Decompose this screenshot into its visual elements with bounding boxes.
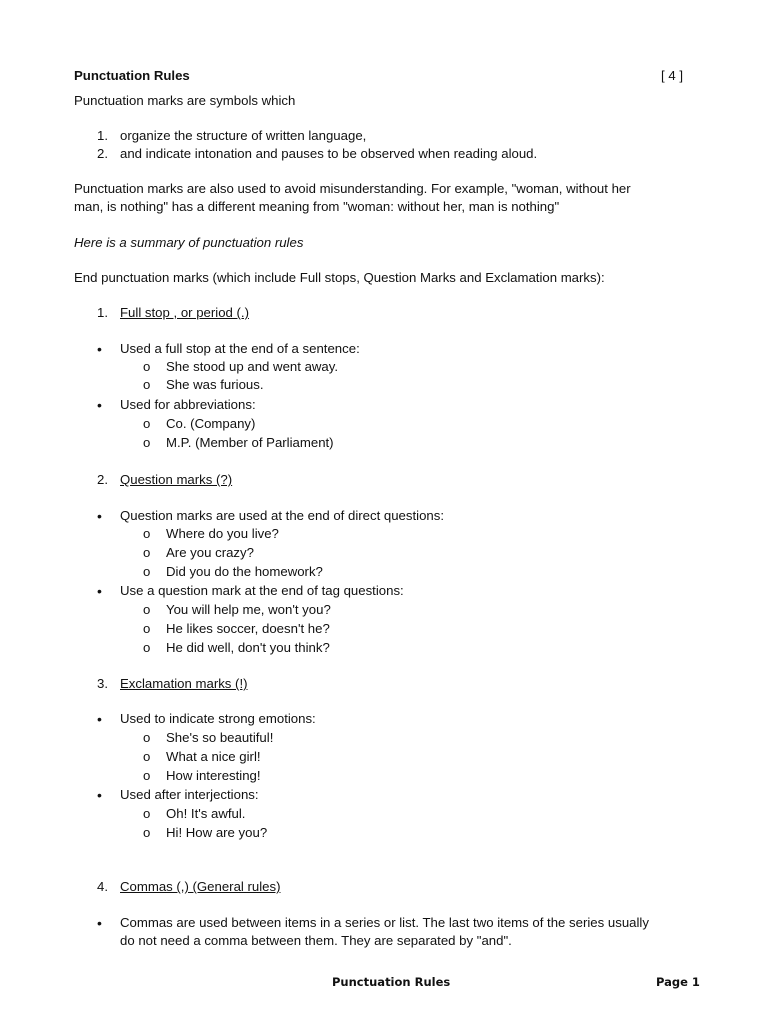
- bullet-icon: •: [97, 915, 102, 931]
- paragraph-line: Punctuation marks are also used to avoid misunderstanding. For example, "woman, without her: [74, 181, 631, 196]
- summary-line: Here is a summary of punctuation rules: [74, 235, 304, 250]
- section-number: 2.: [97, 472, 108, 487]
- bullet-text: Used a full stop at the end of a sentence:: [120, 341, 360, 356]
- list-number: 1.: [97, 128, 108, 143]
- sub-bullet-text: Where do you live?: [166, 526, 279, 541]
- paragraph-line: man, is nothing" has a different meaning from "woman: without her, man is nothing": [74, 199, 560, 214]
- sub-bullet-icon: o: [143, 602, 151, 617]
- page-number: Page 1: [656, 975, 700, 989]
- sub-bullet-icon: o: [143, 640, 151, 655]
- bullet-text: Used to indicate strong emotions:: [120, 711, 316, 726]
- sub-bullet-text: He likes soccer, doesn't he?: [166, 621, 330, 636]
- list-item-text: and indicate intonation and pauses to be observed when reading aloud.: [120, 146, 538, 161]
- section-number: 1.: [97, 305, 108, 320]
- section-number: 4.: [97, 879, 108, 894]
- sub-bullet-text: She stood up and went away.: [166, 359, 339, 374]
- sub-bullet-icon: o: [143, 768, 151, 783]
- bullet-text: Use a question mark at the end of tag questions:: [120, 583, 404, 598]
- section-heading: Exclamation marks (!): [120, 676, 248, 691]
- document-title: Punctuation Rules: [74, 68, 190, 83]
- sub-bullet-text: She was furious.: [166, 377, 264, 392]
- sub-bullet-text: What a nice girl!: [166, 749, 261, 764]
- bullet-icon: •: [97, 711, 102, 727]
- sub-bullet-text: M.P. (Member of Parliament): [166, 435, 334, 450]
- sub-bullet-text: He did well, don't you think?: [166, 640, 330, 655]
- bullet-text: Used after interjections:: [120, 787, 259, 802]
- bullet-icon: •: [97, 508, 102, 524]
- section-heading: Question marks (?): [120, 472, 233, 487]
- sub-bullet-icon: o: [143, 730, 151, 745]
- bullet-text: Used for abbreviations:: [120, 397, 256, 412]
- bullet-text-continued: do not need a comma between them. They are separated by "and".: [120, 933, 512, 948]
- section-heading: Full stop , or period (.): [120, 305, 249, 320]
- sub-bullet-icon: o: [143, 416, 151, 431]
- sub-bullet-icon: o: [143, 359, 151, 374]
- bullet-icon: •: [97, 397, 102, 413]
- bullet-text: Question marks are used at the end of direct questions:: [120, 508, 445, 523]
- footer-title: Punctuation Rules: [332, 975, 451, 989]
- sub-bullet-text: Hi! How are you?: [166, 825, 268, 840]
- sub-bullet-text: You will help me, won't you?: [166, 602, 331, 617]
- list-item-text: organize the structure of written language,: [120, 128, 367, 143]
- sub-bullet-text: Are you crazy?: [166, 545, 254, 560]
- intro-line: Punctuation marks are symbols which: [74, 93, 296, 108]
- section-number: 3.: [97, 676, 108, 691]
- bullet-icon: •: [97, 583, 102, 599]
- marks-label: [ 4 ]: [661, 68, 683, 83]
- sub-bullet-text: Co. (Company): [166, 416, 256, 431]
- sub-bullet-text: Did you do the homework?: [166, 564, 323, 579]
- list-number: 2.: [97, 146, 108, 161]
- sub-bullet-icon: o: [143, 435, 151, 450]
- sub-bullet-text: How interesting!: [166, 768, 261, 783]
- sub-bullet-icon: o: [143, 545, 151, 560]
- bullet-text: Commas are used between items in a series or list. The last two items of the series usually: [120, 915, 649, 930]
- sub-bullet-icon: o: [143, 564, 151, 579]
- bullet-icon: •: [97, 787, 102, 803]
- sub-bullet-text: Oh! It's awful.: [166, 806, 246, 821]
- section-heading: Commas (,) (General rules): [120, 879, 281, 894]
- bullet-icon: •: [97, 341, 102, 357]
- sub-bullet-icon: o: [143, 825, 151, 840]
- end-marks-line: End punctuation marks (which include Full stops, Question Marks and Exclamation marks):: [74, 270, 605, 285]
- sub-bullet-icon: o: [143, 749, 151, 764]
- sub-bullet-icon: o: [143, 621, 151, 636]
- sub-bullet-icon: o: [143, 377, 151, 392]
- sub-bullet-icon: o: [143, 806, 151, 821]
- sub-bullet-text: She's so beautiful!: [166, 730, 274, 745]
- sub-bullet-icon: o: [143, 526, 151, 541]
